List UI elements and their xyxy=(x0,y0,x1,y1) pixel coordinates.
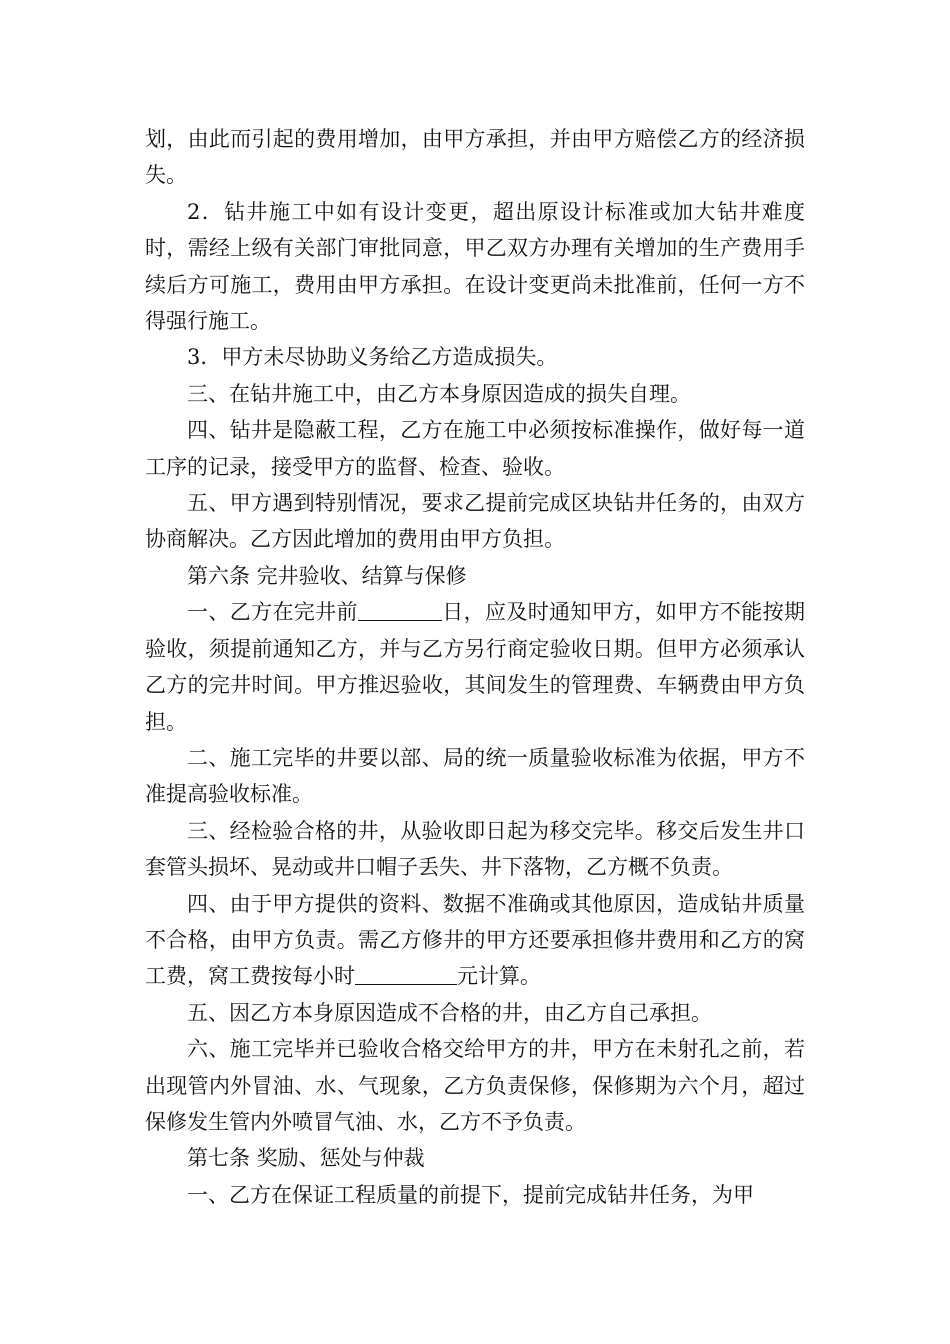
text-segment: 日，应及时通知甲方，如甲方不能按期验收，须提前通知乙方，并与乙方另行商定验收日期。但甲方必须承认乙方的完井时间。甲方推迟验收，其间发生的管理费、车辆费由甲方负担。 xyxy=(145,600,806,734)
paragraph-item-four: 四、钻井是隐蔽工程，乙方在施工中必须按标准操作，做好每一道工序的记录，接受甲方的监督、检查、验收。 xyxy=(145,418,805,479)
paragraph-art6-item-five: 五、因乙方本身原因造成不合格的井，由乙方自己承担。 xyxy=(187,1000,712,1025)
text-segment: 四、由于甲方提供的资料、数据不准确或其他原因，造成钻井质量不合格，由甲方负责。需乙方修井的甲方还要承担修井费用和乙方的窝工费，窝工费按每小时 xyxy=(145,891,805,989)
paragraph-clause-2: 2．钻井施工中如有设计变更，超出原设计标准或加大钻井难度时，需经上级有关部门审批同意，甲乙双方办理有关增加的生产费用手续后方可施工，费用由甲方承担。在设计变更尚未批准前，任何一方不得强行施工。 xyxy=(145,199,805,334)
contract-text-body xyxy=(145,121,805,1213)
paragraph-continuation: 划，由此而引起的费用增加，由甲方承担，并由甲方赔偿乙方的经济损失。 xyxy=(145,127,805,188)
paragraph-clause-3: 3．甲方未尽协助义务给乙方造成损失。 xyxy=(187,345,558,370)
blank-hourly-rate-field[interactable] xyxy=(355,964,457,985)
blank-days-field[interactable] xyxy=(358,600,442,621)
text-segment: 一、乙方在完井前 xyxy=(187,600,358,625)
article-seven-heading: 第七条 奖励、惩处与仲裁 xyxy=(187,1146,425,1171)
text-segment: 元计算。 xyxy=(457,964,541,989)
paragraph-item-five: 五、甲方遇到特别情况，要求乙提前完成区块钻井任务的，由双方协商解决。乙方因此增加的费用由甲方负担。 xyxy=(145,491,805,552)
paragraph-item-three: 三、在钻井施工中，由乙方本身原因造成的损失自理。 xyxy=(187,381,691,406)
paragraph-art6-item-two: 二、施工完毕的井要以部、局的统一质量验收标准为依据，甲方不准提高验收标准。 xyxy=(145,745,805,807)
paragraph-art6-item-one xyxy=(145,594,805,740)
paragraph-art6-item-six: 六、施工完毕并已验收合格交给甲方的井，甲方在未射孔之前，若出现管内外冒油、水、气现象，乙方负责保修，保修期为六个月，超过保修发生管内外喷冒气油、水，乙方不予负责。 xyxy=(145,1037,805,1134)
paragraph-art6-item-three: 三、经检验合格的井，从验收即日起为移交完毕。移交后发生井口套管头损坏、晃动或井口帽子丢失、井下落物，乙方概不负责。 xyxy=(145,818,805,880)
paragraph-art6-item-four xyxy=(145,886,805,995)
paragraph-art7-item-one: 一、乙方在保证工程质量的前提下，提前完成钻井任务，为甲 xyxy=(187,1182,754,1207)
article-six-heading: 第六条 完井验收、结算与保修 xyxy=(187,563,467,588)
